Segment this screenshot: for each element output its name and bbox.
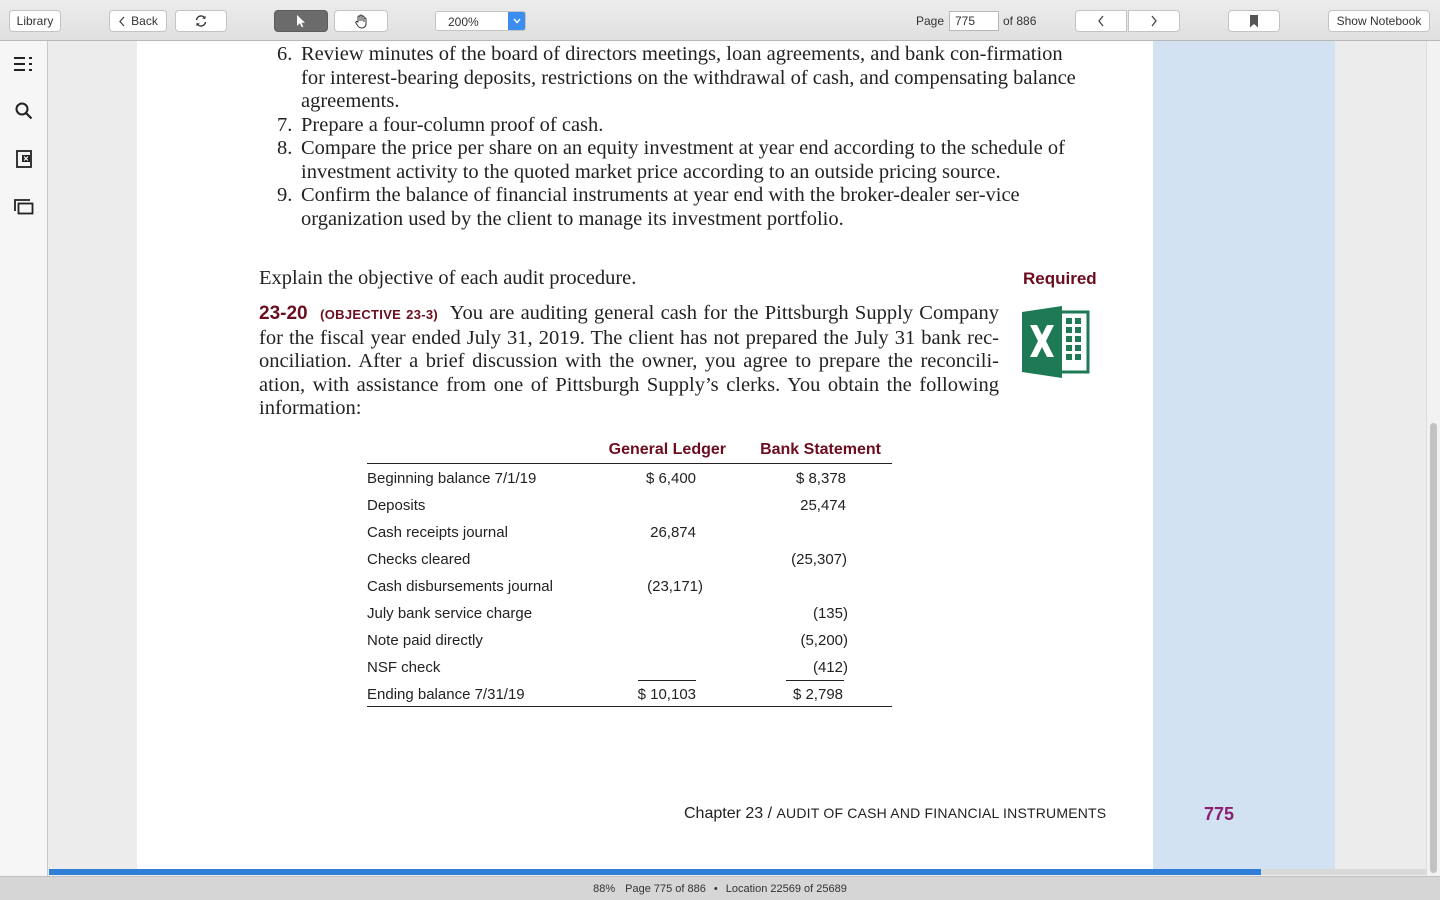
next-page-button[interactable] xyxy=(1128,10,1180,32)
status-separator: • xyxy=(713,882,718,895)
pages-icon[interactable] xyxy=(14,197,34,217)
library-button[interactable]: Library xyxy=(9,10,61,32)
vertical-scrollbar[interactable] xyxy=(1426,41,1440,876)
table-row: Beginning balance 7/1/19 $ 6,400 $ 8,378 xyxy=(367,470,846,487)
problem-body: You are auditing general cash for the Pittsburgh Supply Company for the fiscal year ended July 31, 2019. The client has not prepared the July 31 bank rec-onciliation. After a brief discussion with the owner, you agree to prepare the reconcili-ation, with assistance from one of Pittsburgh Supply’s clerks. You obtain the following information: xyxy=(259,302,999,419)
table-row-total: Ending balance 7/31/19 $ 10,103 $ 2,798 xyxy=(367,680,892,707)
table-row: Cash disbursements journal (23,171) xyxy=(367,578,703,595)
table-of-contents-icon[interactable] xyxy=(14,54,34,74)
show-notebook-button[interactable]: Show Notebook xyxy=(1328,10,1430,32)
page-viewer[interactable] xyxy=(49,41,1426,869)
table-row: Note paid directly (5,200) xyxy=(367,632,848,649)
instruction-text: Explain the objective of each audit procedure. xyxy=(259,267,637,289)
hand-tool-button[interactable] xyxy=(334,10,388,32)
list-item: 8. Compare the price per share on an equity investment at year end according to the schedule of investment activity to the quoted market price according to an outside pricing source. xyxy=(277,137,1065,183)
required-label: Required xyxy=(1023,269,1097,288)
page-footer xyxy=(684,805,1106,823)
list-item: 9. Confirm the balance of financial instruments at year end with the broker-dealer ser-vice organization used by the client to manage its investment portfolio. xyxy=(277,184,1020,230)
table-row: Deposits 25,474 xyxy=(367,497,846,514)
cash-data-table xyxy=(367,437,892,707)
status-percent: 88% xyxy=(593,882,616,895)
subtotal-rule xyxy=(786,680,844,681)
footer-chapter: Chapter 23 xyxy=(684,805,764,822)
book-page xyxy=(137,41,1153,869)
subtotal-rule xyxy=(638,680,696,681)
pointer-tool-button[interactable] xyxy=(274,10,328,32)
bookmark-button[interactable] xyxy=(1228,10,1280,32)
bookmark-icon xyxy=(1249,15,1259,28)
column-header-bank-statement: Bank Statement xyxy=(760,441,881,458)
pointer-icon xyxy=(296,14,306,28)
back-button[interactable]: Back xyxy=(109,10,167,32)
problem-objective: (OBJECTIVE 23-3) xyxy=(320,307,439,322)
flashcards-icon[interactable] xyxy=(14,149,34,169)
left-sidebar xyxy=(0,41,48,876)
status-location: Location 22569 of 25689 xyxy=(725,882,847,895)
table-header xyxy=(367,437,892,464)
chevron-down-icon xyxy=(508,12,525,30)
excel-icon[interactable] xyxy=(1022,306,1090,378)
table-row: Cash receipts journal 26,874 xyxy=(367,524,696,541)
zoom-select[interactable]: 200% xyxy=(435,11,526,31)
problem-paragraph xyxy=(259,302,999,421)
problem-number: 23-20 xyxy=(259,303,308,324)
status-page: Page 775 of 886 xyxy=(625,882,706,895)
reading-progress-fill xyxy=(49,869,1261,875)
reading-progress-bar[interactable] xyxy=(49,869,1426,875)
procedure-list xyxy=(277,43,1077,231)
printed-page-number: 775 xyxy=(1204,804,1235,824)
scrollbar-thumb[interactable] xyxy=(1430,423,1437,873)
table-row: Checks cleared (25,307) xyxy=(367,551,847,568)
column-header-general-ledger: General Ledger xyxy=(608,441,726,458)
previous-page-button[interactable] xyxy=(1075,10,1127,32)
page-prefix-label: Page xyxy=(916,14,945,28)
table-row: July bank service charge (135) xyxy=(367,605,848,622)
footer-title: AUDIT OF CASH AND FINANCIAL INSTRUMENTS xyxy=(776,805,1107,821)
table-row: NSF check (412) xyxy=(367,659,848,676)
refresh-icon xyxy=(194,14,208,28)
chevron-left-icon xyxy=(118,16,126,27)
page-total-label: of 886 xyxy=(1003,14,1037,28)
chevron-right-icon xyxy=(1150,15,1158,27)
status-bar xyxy=(0,876,1440,900)
toolbar xyxy=(0,0,1440,41)
list-item: 6. Review minutes of the board of directors meetings, loan agreements, and bank con-firmation for interest-bearing deposits, restrictions on the withdrawal of cash, and compensating balance agreements. xyxy=(277,43,1076,112)
search-icon[interactable] xyxy=(14,101,34,121)
footer-separator: / xyxy=(763,805,777,822)
list-item: 7. Prepare a four-column proof of cash. xyxy=(277,113,604,136)
chevron-left-icon xyxy=(1097,15,1105,27)
page-number-input[interactable]: 775 xyxy=(949,11,999,31)
page-margin-band xyxy=(1153,41,1335,869)
hand-icon xyxy=(354,14,368,29)
sync-button[interactable] xyxy=(175,10,227,32)
